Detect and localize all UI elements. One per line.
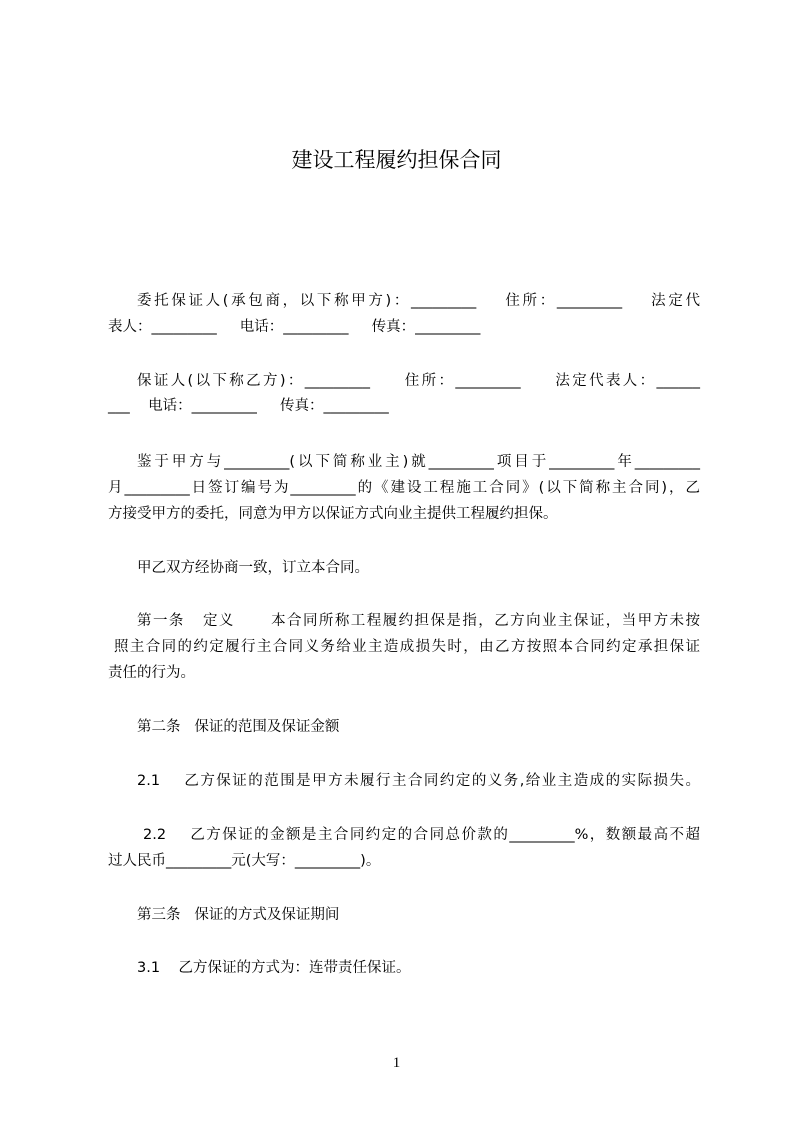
- text-line: ___ 电话：_________ 传真：_________: [108, 398, 389, 414]
- text-line: 过人民币_________元(大写：_________)。: [108, 853, 381, 869]
- text-line: 照主合同的约定履行主合同义务给业主造成损失时，由乙方按照本合同约定承担保证: [108, 639, 700, 655]
- text-line: 第一条 定义 本合同所称工程履约担保是指，乙方向业主保证，当甲方未按: [137, 613, 700, 629]
- page-number: 1: [392, 1055, 401, 1071]
- section-heading: 第二条 保证的范围及保证金额: [137, 719, 340, 735]
- text-line: 保证人(以下称乙方)：_________ 住所：_________ 法定代表人：______: [137, 373, 700, 389]
- text-line: 3.1 乙方保证的方式为：连带责任保证。: [137, 960, 411, 976]
- section-heading: 第三条 保证的方式及保证期间: [137, 907, 340, 923]
- text-line: 委托保证人(承包商，以下称甲方)：_________ 住所：_________ 法定代: [137, 293, 700, 309]
- text-line: 责任的行为。: [108, 665, 195, 681]
- text-line: 方接受甲方的委托，同意为甲方以保证方式向业主提供工程履约担保。: [108, 506, 558, 522]
- text-line: 表人：_________ 电话：_________ 传真：_________: [108, 319, 481, 335]
- document-title: 建设工程履约担保合同: [291, 148, 502, 172]
- text-line: 月_________日签订编号为_________的《建设工程施工合同》(以下简称主合同)，乙: [108, 480, 700, 496]
- text-line: 2.1 乙方保证的范围是甲方未履行主合同约定的义务,给业主造成的实际损失。: [137, 773, 700, 789]
- text-line: 2.2 乙方保证的金额是主合同约定的合同总价款的_________%，数额最高不超: [137, 827, 700, 843]
- text-line: 鉴于甲方与_________(以下简称业主)就_________项目于_________年_________: [137, 454, 700, 470]
- text-line: 甲乙双方经协商一致，订立本合同。: [137, 560, 369, 576]
